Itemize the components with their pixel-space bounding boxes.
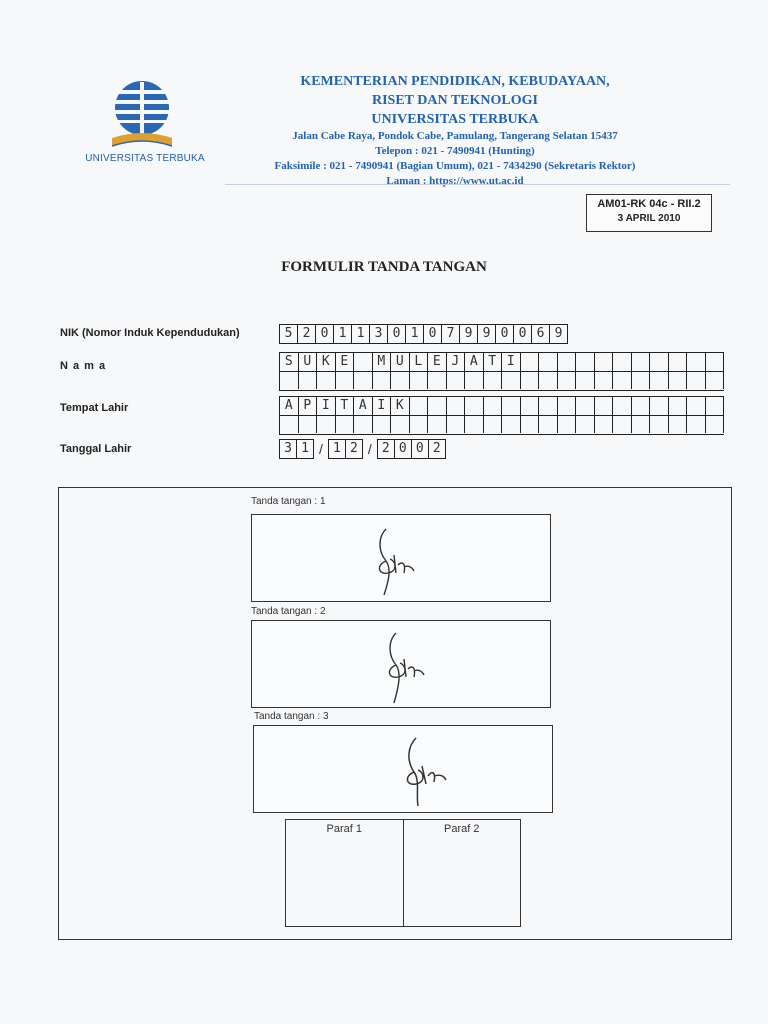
tempat-lahir-label: Tempat Lahir [60, 402, 129, 414]
char-cell: 1 [352, 325, 370, 343]
birth-year[interactable] [377, 439, 446, 459]
char-cell: T [484, 353, 503, 371]
empty-cell [502, 372, 521, 389]
empty-cell [373, 416, 392, 433]
empty-cell [410, 372, 429, 389]
empty-cell [447, 372, 466, 389]
empty-cell [354, 416, 373, 433]
empty-cell [669, 416, 688, 433]
char-cell [687, 397, 706, 415]
tanggal-lahir-label: Tanggal Lahir [60, 443, 132, 455]
char-cell [558, 397, 577, 415]
char-cell: 9 [550, 325, 568, 343]
char-cell [521, 397, 540, 415]
ministry-name-line2: RISET DAN TEKNOLOGI [372, 93, 538, 108]
signature-3-box[interactable] [253, 725, 553, 813]
char-cell [632, 397, 651, 415]
char-cell [613, 397, 632, 415]
char-cell: 1 [334, 325, 352, 343]
char-cell: 0 [316, 325, 334, 343]
empty-cell [706, 416, 725, 433]
char-cell: 1 [406, 325, 424, 343]
char-cell: 7 [442, 325, 460, 343]
char-cell: K [391, 397, 410, 415]
paraf-2-label: Paraf 2 [444, 823, 480, 835]
tempat-lahir-field[interactable] [279, 396, 724, 435]
empty-cell [280, 416, 299, 433]
signature-2-box[interactable] [251, 620, 551, 708]
char-cell [595, 353, 614, 371]
signature-2-label: Tanda tangan : 2 [251, 606, 326, 617]
char-row [279, 416, 724, 435]
char-cell: U [391, 353, 410, 371]
empty-cell [465, 416, 484, 433]
char-cell: 0 [496, 325, 514, 343]
char-cell [576, 353, 595, 371]
char-cell [595, 397, 614, 415]
empty-cell [336, 372, 355, 389]
signature-1-mark [252, 515, 550, 601]
char-cell: P [299, 397, 318, 415]
char-cell: A [280, 397, 299, 415]
empty-cell [317, 416, 336, 433]
char-cell: 0 [514, 325, 532, 343]
char-cell [613, 353, 632, 371]
empty-cell [299, 372, 318, 389]
form-title: FORMULIR TANDA TANGAN [281, 259, 487, 275]
empty-cell [669, 372, 688, 389]
char-cell [669, 397, 688, 415]
birth-day[interactable] [279, 439, 314, 459]
char-row [279, 352, 724, 372]
birth-month[interactable] [328, 439, 363, 459]
char-cell: 0 [424, 325, 442, 343]
char-cell: 2 [298, 325, 316, 343]
char-cell: M [373, 353, 392, 371]
nama-label: N a m a [60, 360, 107, 372]
signature-3-label: Tanda tangan : 3 [254, 711, 329, 722]
empty-cell [539, 416, 558, 433]
letterhead-divider [225, 184, 730, 185]
char-cell [576, 397, 595, 415]
date-separator: / [319, 441, 323, 457]
empty-cell [558, 372, 577, 389]
nama-field[interactable] [279, 352, 724, 391]
empty-cell [650, 416, 669, 433]
phone: Telepon : 021 - 7490941 (Hunting) [375, 145, 535, 157]
tanggal-lahir-field[interactable] [279, 439, 446, 459]
char-cell: 9 [478, 325, 496, 343]
char-cell: 6 [532, 325, 550, 343]
char-cell: 9 [460, 325, 478, 343]
char-cell: L [410, 353, 429, 371]
document-code: AM01-RK 04c - RII.2 [597, 198, 701, 210]
char-cell: U [299, 353, 318, 371]
address: Jalan Cabe Raya, Pondok Cabe, Pamulang, Tangerang Selatan 15437 [292, 130, 618, 142]
char-cell [539, 397, 558, 415]
empty-cell [373, 372, 392, 389]
char-cell: 2 [429, 440, 446, 458]
fax: Faksimile : 021 - 7490941 (Bagian Umum), 021 - 7434290 (Sekretaris Rektor) [274, 160, 636, 172]
char-cell [669, 353, 688, 371]
char-cell: 5 [280, 325, 298, 343]
char-cell [650, 397, 669, 415]
empty-cell [595, 416, 614, 433]
char-cell [354, 353, 373, 371]
signature-1-box[interactable] [251, 514, 551, 602]
char-cell [650, 353, 669, 371]
char-cell [687, 353, 706, 371]
empty-cell [299, 416, 318, 433]
char-cell [539, 353, 558, 371]
char-cell: E [428, 353, 447, 371]
logo-wordmark: UNIVERSITAS TERBUKA [85, 153, 205, 164]
char-cell [706, 397, 725, 415]
paraf-1-label: Paraf 1 [326, 823, 362, 835]
empty-cell [521, 416, 540, 433]
char-row [279, 372, 724, 391]
empty-cell [632, 372, 651, 389]
char-cell [521, 353, 540, 371]
char-cell: T [336, 397, 355, 415]
empty-cell [447, 416, 466, 433]
empty-cell [576, 416, 595, 433]
char-cell: A [465, 353, 484, 371]
char-cell: 2 [378, 440, 395, 458]
empty-cell [465, 372, 484, 389]
paraf-2-box[interactable] [403, 820, 521, 926]
empty-cell [484, 372, 503, 389]
empty-cell [650, 372, 669, 389]
paraf-1-box[interactable] [286, 820, 403, 926]
char-cell [410, 397, 429, 415]
char-cell [632, 353, 651, 371]
empty-cell [317, 372, 336, 389]
empty-cell [502, 416, 521, 433]
empty-cell [391, 372, 410, 389]
empty-cell [484, 416, 503, 433]
char-cell [428, 397, 447, 415]
char-cell: 3 [280, 440, 297, 458]
char-cell: I [373, 397, 392, 415]
char-cell: E [336, 353, 355, 371]
empty-cell [613, 416, 632, 433]
empty-cell [354, 372, 373, 389]
empty-cell [558, 416, 577, 433]
char-cell [484, 397, 503, 415]
char-cell: K [317, 353, 336, 371]
char-cell [447, 397, 466, 415]
university-name: UNIVERSITAS TERBUKA [371, 112, 539, 127]
char-cell: 0 [395, 440, 412, 458]
char-cell: 0 [388, 325, 406, 343]
date-separator: / [367, 441, 372, 457]
char-cell: 1 [297, 440, 314, 458]
empty-cell [391, 416, 410, 433]
char-cell: 0 [412, 440, 429, 458]
signature-2-mark [252, 621, 550, 707]
char-cell: 3 [370, 325, 388, 343]
char-cell [558, 353, 577, 371]
empty-cell [336, 416, 355, 433]
char-cell [706, 353, 725, 371]
nik-label: NIK (Nomor Induk Kependudukan) [60, 327, 240, 339]
empty-cell [632, 416, 651, 433]
nik-field[interactable] [279, 324, 568, 344]
empty-cell [706, 372, 725, 389]
char-cell: 2 [346, 440, 363, 458]
empty-cell [539, 372, 558, 389]
char-cell: J [447, 353, 466, 371]
empty-cell [576, 372, 595, 389]
empty-cell [428, 372, 447, 389]
document-code-box [586, 194, 712, 232]
char-cell [502, 397, 521, 415]
char-cell: 1 [329, 440, 346, 458]
char-cell: S [280, 353, 299, 371]
char-cell: I [502, 353, 521, 371]
empty-cell [280, 372, 299, 389]
char-cell [465, 397, 484, 415]
signature-3-mark [254, 726, 552, 812]
empty-cell [595, 372, 614, 389]
signature-1-label: Tanda tangan : 1 [251, 496, 326, 507]
empty-cell [687, 416, 706, 433]
empty-cell [410, 416, 429, 433]
char-cell: A [354, 397, 373, 415]
website: Laman : https://www.ut.ac.id [386, 175, 524, 187]
empty-cell [613, 372, 632, 389]
char-row [279, 396, 724, 416]
document-date: 3 APRIL 2010 [617, 213, 681, 224]
ministry-name-line1: KEMENTERIAN PENDIDIKAN, KEBUDAYAAN, [300, 74, 610, 89]
paraf-table [285, 819, 521, 927]
char-cell: I [317, 397, 336, 415]
empty-cell [687, 372, 706, 389]
empty-cell [521, 372, 540, 389]
letterhead [240, 72, 670, 189]
empty-cell [428, 416, 447, 433]
